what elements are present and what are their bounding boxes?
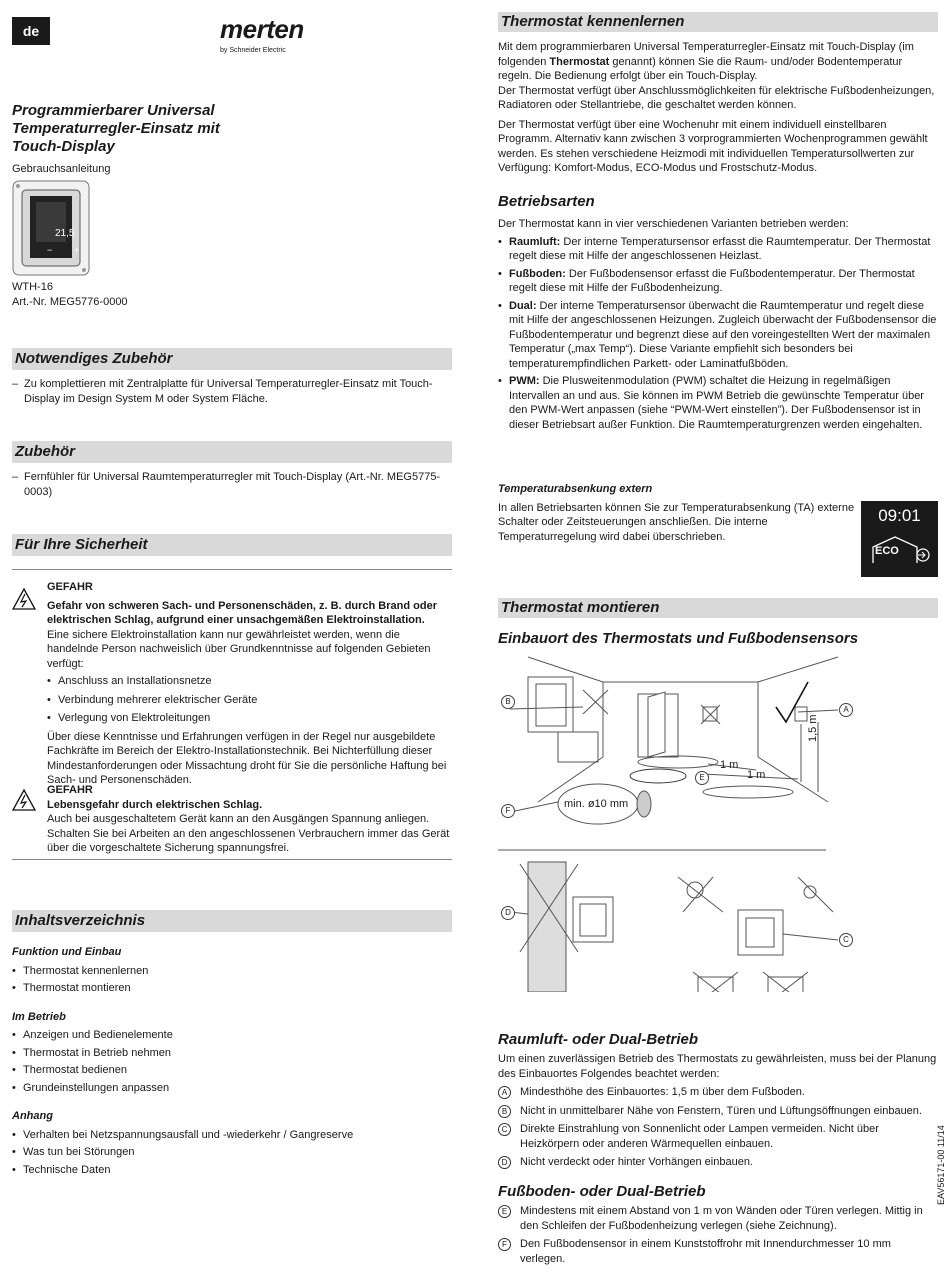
subsection-heading: Einbauort des Thermostats und Fußbodensensors <box>498 630 859 647</box>
title-line-1: Programmierbarer Universal <box>12 102 215 119</box>
device-plus: + <box>74 245 80 255</box>
rule-item: F Den Fußbodensensor in einem Kunststoffrohr mit Innendurchmesser 10 mm verlegen. <box>498 1237 938 1266</box>
brand-sub: by Schneider Electric <box>220 47 286 54</box>
section-heading: Raumluft- oder Dual-Betrieb <box>498 1031 699 1048</box>
brand-logo <box>220 15 304 55</box>
danger-text: Eine sichere Elektroinstallation kann nur gewährleistet werden, wenn die handelnde Person nachweislich über Grundkenntnisse auf folgenden Gebieten verfügt: <box>47 628 431 670</box>
doc-title <box>12 102 452 177</box>
danger-title: GEFAHR <box>47 581 93 593</box>
toc-item[interactable]: • Thermostat in Betrieb nehmen <box>12 1046 452 1061</box>
section-sicherheit <box>12 534 452 570</box>
room-diagram <box>498 652 938 992</box>
diagram-label-f: F <box>501 804 515 818</box>
list-item: • Verlegung von Elektroleitungen <box>47 711 452 726</box>
paragraph: Um einen zuverlässigen Betrieb des Thermostats zu gewährleisten, muss bei der Planung des Einbauortes Folgendes beachtet werden: <box>498 1053 937 1080</box>
title-line-2: Temperaturregler-Einsatz mit <box>12 120 220 137</box>
list-item: • Verbindung mehrerer elektrischer Geräte <box>47 693 452 708</box>
list-item: • Anschluss an Installationsnetze <box>47 674 452 689</box>
toc-item[interactable]: • Anzeigen und Bedienelemente <box>12 1028 452 1043</box>
diagram-label-a: A <box>839 703 853 717</box>
brand-name: merten <box>220 14 304 44</box>
toc-group-title: Anhang <box>12 1110 53 1122</box>
danger-block-2 <box>47 783 452 856</box>
section-notwendiges-zubehoer <box>12 348 452 406</box>
device-minus: − <box>47 245 53 255</box>
section-heading: Thermostat montieren <box>498 598 938 618</box>
section-montieren <box>498 598 938 648</box>
diagram-label-e: E <box>695 771 709 785</box>
section-heading: Betriebsarten <box>498 193 595 210</box>
section-zubehoer <box>12 441 452 499</box>
mode-list <box>498 235 938 433</box>
danger-list <box>47 674 452 726</box>
section-heading: Fußboden- oder Dual-Betrieb <box>498 1183 706 1200</box>
dim-1m-b: 1 m <box>747 769 766 781</box>
article-number: Art.-Nr. MEG5776-0000 <box>12 295 128 308</box>
danger-text: Auch bei ausgeschaltetem Gerät kann an den Ausgängen Spannung anliegen. Schalten Sie bei Arbeiten an den angeschlossenen Verbrauchern immer das Gerät über die vorgeschaltete Sicherung spannungsfrei. <box>47 813 450 854</box>
mode-item: • Dual: Der interne Temperatursensor überwacht die Raumtemperatur und regelt diese mit Hilfe der angeschlossenen Heizungen. Zugleich überwacht der Fußbodensensor die Fußbodentemperatur und begrenzt diese auf den voreingestellten Wert der maximalen Temperatur („max Temp“). Diese Variante empfiehlt sich besonders bei temperaturempfindlichen Parkett- oder Laminatfußböden. <box>498 299 938 372</box>
paragraph: Der Thermostat verfügt über eine Wochenuhr mit einem individuell einstellbaren Programm. Alternativ kann zwischen 3 vorprogrammierten Wochenprogrammen gewählt werden. Es stehen verschiedene Heizmodi mit individuellen Temperatursollwerten zur Verfügung: Komfort-Modus, ECO-Modus und Frostschutz-Modus. <box>498 118 928 174</box>
divider <box>12 569 452 570</box>
section-heading: Inhaltsverzeichnis <box>12 910 452 932</box>
rule-item: E Mindestens mit einem Abstand von 1 m von Wänden oder Türen verlegen. Mittig in den Schleifen der Fußbodenheizung verlegen (siehe Zeichnung). <box>498 1204 938 1233</box>
section-fussboden <box>498 1183 938 1270</box>
item-text: Fernfühler für Universal Raumtemperaturregler mit Touch-Display (Art.-Nr. MEG5775-0003) <box>24 471 441 498</box>
mode-item: • Raumluft: Der interne Temperatursensor erfasst die Raumtemperatur. Der Thermostat regelt diese mit Hilfe der angeschlossenen Heizlast. <box>498 235 938 264</box>
section-kennenlernen <box>498 12 938 176</box>
title-line-3: Touch-Display <box>12 138 115 155</box>
section-heading: Thermostat kennenlernen <box>498 12 938 32</box>
danger-bold: Gefahr von schweren Sach- und Personenschäden, z. B. durch Brand oder elektrischen Schlag, aufgrund einer unsachgemäßen Elektroinstallation. <box>47 599 437 626</box>
display-mode: ECO <box>875 545 899 557</box>
danger-title: GEFAHR <box>47 784 93 796</box>
mode-item: • PWM: Die Plusweitenmodulation (PWM) schaltet die Heizung in regelmäßigen Intervallen an und aus. Sie können im PWM Betrieb die gewünschte Temperatur über den PWM-Wert anpassen (siehe “PWM-Wert einstellen”). Der Fußbodensensor ist in dieser Betriebsart außer Funktion. Die Raumtemperaturgrenzen werden eingehalten. <box>498 374 938 432</box>
toc-item[interactable]: • Technische Daten <box>12 1163 452 1178</box>
paragraph: Der Thermostat kann in vier verschiedenen Varianten betrieben werden: <box>498 218 849 230</box>
rule-item: B Nicht in unmittelbarer Nähe von Fenstern, Türen und Lüftungsöffnungen einbauen. <box>498 1104 938 1119</box>
rule-item: C Direkte Einstrahlung von Sonnenlicht oder Lampen vermeiden. Nicht über Heizkörpern oder anderen Wärmequellen einbauen. <box>498 1122 938 1151</box>
device-image <box>12 178 92 278</box>
toc-item[interactable]: • Verhalten bei Netzspannungsausfall und -wiederkehr / Gangreserve <box>12 1128 452 1143</box>
dash-marker: – <box>12 378 19 390</box>
danger-block-1 <box>47 580 452 788</box>
toc-group-title: Im Betrieb <box>12 1010 66 1023</box>
danger-after: Über diese Kenntnisse und Erfahrungen verfügen in der Regel nur ausgebildete Fachkräfte im Bereich der Elektro-Installationstechnik. Bei Nichterfüllung dieser Mindestanforderungen oder Missachtung droht für Sie die persönliche Haftung bei Sach- und Personenschäden. <box>47 730 447 786</box>
danger-bold: Lebensgefahr durch elektrischen Schlag. <box>47 798 263 811</box>
section-heading: Für Ihre Sicherheit <box>12 534 452 556</box>
rule-item: D Nicht verdeckt oder hinter Vorhängen einbauen. <box>498 1155 938 1170</box>
document-code: EAV56171-00 11/14 <box>936 1125 946 1205</box>
warning-icon <box>12 588 36 610</box>
toc-item[interactable]: • Thermostat montieren <box>12 981 452 996</box>
toc-item[interactable]: • Grundeinstellungen anpassen <box>12 1081 452 1096</box>
paragraph: In allen Betriebsarten können Sie zur Temperaturabsenkung (TA) externe Schalter oder Zeitsteuerungen anschließen. Die interne Temperaturregelung wird dabei überschrieben. <box>498 501 855 543</box>
section-inhaltsverzeichnis <box>12 910 452 1180</box>
pipe-diameter: min. ø10 mm <box>564 798 629 810</box>
diagram-label-c: C <box>839 933 853 947</box>
device-temp: 21,5 <box>55 228 75 239</box>
mode-item: • Fußboden: Der Fußbodensensor erfasst die Fußbodentemperatur. Der Thermostat regelt diese mit Hilfe der Fußbodenheizung. <box>498 267 938 296</box>
section-raumluft <box>498 1031 938 1174</box>
item-text: Zu komplettieren mit Zentralplatte für Universal Temperaturregler-Einsatz mit Touch-Display im Design System M oder System Fläche. <box>24 378 433 405</box>
toc-item[interactable]: • Was tun bei Störungen <box>12 1145 452 1160</box>
eco-display <box>861 501 938 577</box>
dash-marker: – <box>12 471 19 483</box>
subsection-heading: Temperaturabsenkung extern <box>498 483 653 495</box>
warning-icon <box>12 789 36 811</box>
doc-subtitle: Gebrauchsanleitung <box>12 163 111 175</box>
dim-1m-a: 1 m <box>720 759 739 771</box>
rule-item: A Mindesthöhe des Einbauortes: 1,5 m über dem Fußboden. <box>498 1085 938 1100</box>
dim-height: 1,5 m <box>807 714 819 742</box>
section-betriebsarten <box>498 193 938 435</box>
toc-group-title: Funktion und Einbau <box>12 946 122 958</box>
section-heading: Notwendiges Zubehör <box>12 348 452 370</box>
section-heading: Zubehör <box>12 441 452 463</box>
eco-house-icon <box>861 533 938 573</box>
list-item <box>12 377 452 406</box>
display-time: 09:01 <box>878 506 921 525</box>
model-info <box>12 280 128 309</box>
paragraph: Mit dem programmierbaren Universal Temperaturregler-Einsatz mit Touch-Display (im folgenden Thermostat genannt) können Sie die Raum- und/oder Bodentemperatur regeln. Die Bedienung erfolgt über ein Touch-Display. Der Thermostat verfügt über Anschlussmöglichkeiten für elektrische Fußbodenheizungen, Radiatoren oder Stellantriebe, die geschaltet werden können. <box>498 41 935 111</box>
diagram-label-d: D <box>501 906 515 920</box>
diagram-label-b: B <box>501 695 515 709</box>
language-badge: de <box>12 17 50 45</box>
model-number: WTH-16 <box>12 281 53 293</box>
toc-item[interactable]: • Thermostat bedienen <box>12 1063 452 1078</box>
divider <box>12 859 452 860</box>
section-absenkung <box>498 482 858 544</box>
toc-item[interactable]: • Thermostat kennenlernen <box>12 964 452 979</box>
list-item <box>12 470 452 499</box>
